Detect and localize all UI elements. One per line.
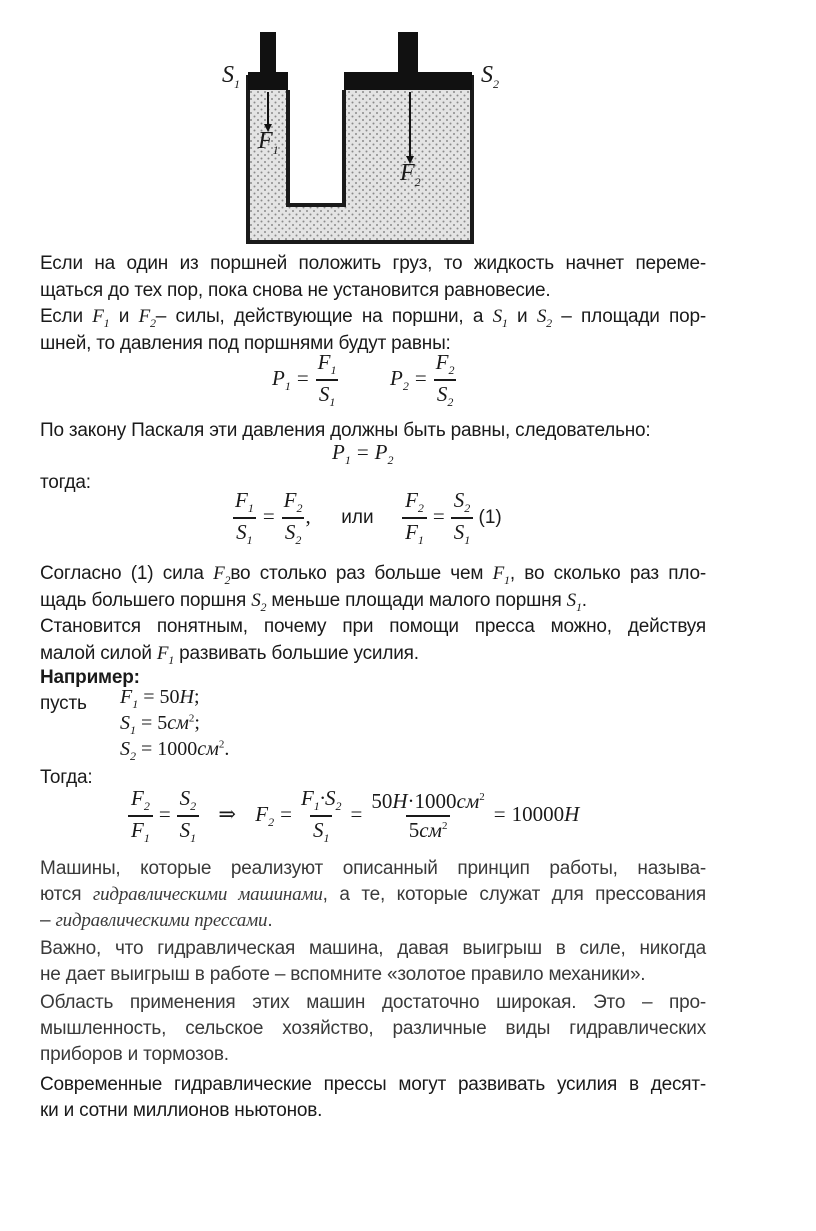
paragraph-1-line-2: щаться до тех пор, пока снова не установится равновесие. xyxy=(40,280,551,301)
piston-large xyxy=(344,72,472,90)
example-heading: Например: xyxy=(40,667,140,688)
paragraph-4-line-1: Согласно (1) сила $F_2во$ столько раз больше чем $F_1$, во сколько раз пло- xyxy=(40,563,706,587)
given-f1: $F_1 = 50H$; xyxy=(120,686,200,711)
paragraph-6-line-3: – гидравлическими прессами. xyxy=(40,910,273,931)
paragraph-3: По закону Паскаля эти давления должны быть равны, следовательно: xyxy=(40,420,651,441)
formula-equal-pressures: $P_1 = P_2$ xyxy=(332,440,394,468)
paragraph-2-line-1: Если $F_1$ и $F_2-$ силы, действующие на поршни, а $S_1$ и $S_2$ – площади пор- xyxy=(40,306,706,330)
paragraph-6-line-2: ются гидравлическими машинами, а те, которые служат для прессования xyxy=(40,884,706,905)
label-s1: $S_1$ xyxy=(222,62,240,91)
paragraph-7-line-2: не дает выигрыш в работе – вспомните «золотое правило механики». xyxy=(40,964,646,985)
hydraulic-press-diagram xyxy=(200,20,530,250)
then-label: тогда: xyxy=(40,472,91,493)
piston-small xyxy=(248,72,288,90)
piston-small-rod xyxy=(260,32,276,74)
paragraph-7-line-1: Важно, что гидравлическая машина, давая выигрыш в силе, никогда xyxy=(40,938,706,959)
label-f2: $F_2$ xyxy=(400,160,421,189)
piston-large-rod xyxy=(398,32,418,74)
let-label: пусть xyxy=(40,693,87,714)
formula-calculation: $\frac{F_2}{F_1}$ = $\frac{S_2}{S_1}$ ⇒ $F_2$ = $\frac{F_1\cdot S_2}{S_1}$ = $\frac{50H\cdot 1000см^2}{5см^2}$ = 10000H xyxy=(128,786,579,846)
paragraph-8-line-1: Область применения этих машин достаточно широкая. Это – про- xyxy=(40,992,706,1013)
paragraph-5-line-1: Становится понятным, почему при помощи пресса можно, действуя xyxy=(40,616,706,637)
paragraph-1-line-1: Если на один из поршней положить груз, то жидкость начнет переме- xyxy=(40,253,706,274)
paragraph-4-line-2: щадь большего поршня $S_2$ меньше площади малого поршня $S_1$. xyxy=(40,590,587,614)
label-s2: $S_2$ xyxy=(481,62,499,91)
liquid xyxy=(248,90,472,242)
paragraph-8-line-3: приборов и тормозов. xyxy=(40,1044,229,1065)
paragraph-8-line-2: мышленность, сельское хозяйство, различные виды гидравлических xyxy=(40,1018,706,1039)
given-s1: $S_1 = 5см^2$; xyxy=(120,712,200,737)
paragraph-2-line-2: шней, то давления под поршнями будут равны: xyxy=(40,333,451,354)
formula-ratio: $\frac{F_1}{S_1}$ = $\frac{F_2}{S_2}$ , или $\frac{F_2}{F_1}$ = $\frac{S_2}{S_1}$ (1) xyxy=(235,488,502,548)
given-s2: $S_2 = 1000см^2$. xyxy=(120,738,230,763)
paragraph-9-line-1: Современные гидравлические прессы могут развивать усилия в десят- xyxy=(40,1074,706,1095)
paragraph-6-line-1: Машины, которые реализуют описанный принцип работы, называ- xyxy=(40,858,706,879)
formula-pressures: $P_1$ = $\frac{F_1}{S_1}$ $P_2$ = $\frac{F_2}{S_2}$ xyxy=(272,350,455,410)
label-f1: $F_1$ xyxy=(258,128,279,157)
paragraph-9-line-2: ки и сотни миллионов ньютонов. xyxy=(40,1100,323,1121)
paragraph-5-line-2: малой силой $F_1$ развивать большие усилия. xyxy=(40,643,419,667)
then-label-2: Тогда: xyxy=(40,767,93,788)
